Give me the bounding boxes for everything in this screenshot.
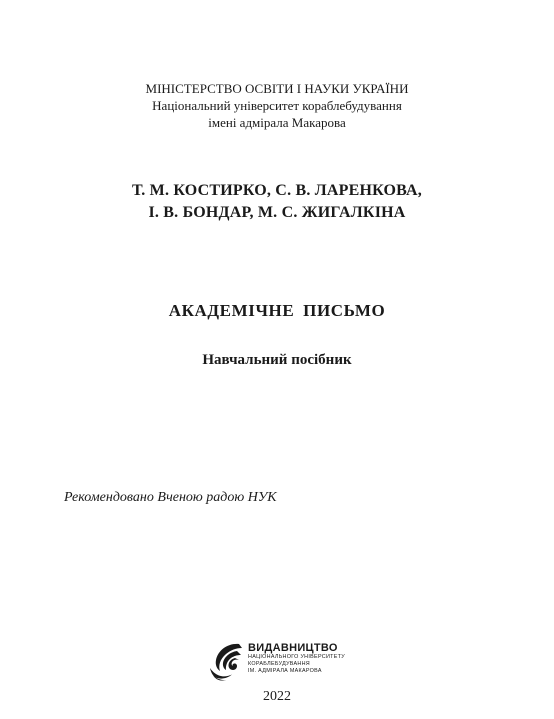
publisher-name	[248, 642, 345, 675]
university-full-name: імені адмірала Макарова	[208, 115, 346, 130]
book-title: АКАДЕМІЧНЕ ПИСЬМО	[168, 301, 386, 320]
publisher-line-1: ВИДАВНИЦТВО	[248, 642, 338, 654]
publisher-line-4: ІМ. АДМІРАЛА МАКАРОВА	[248, 668, 322, 674]
ministry-name: МІНІСТЕРСТВО ОСВІТИ І НАУКИ УКРАЇНИ	[145, 81, 409, 96]
ministry-header	[0, 80, 554, 131]
publication-year: 2022	[263, 689, 291, 704]
recommendation-note: Рекомендовано Вченою радою НУК	[64, 490, 277, 505]
authors-line-1: Т. М. КОСТИРКО, С. В. ЛАРЕНКОВА,	[132, 182, 422, 199]
publisher-imprint	[206, 638, 356, 686]
publisher-wave-logo-icon	[206, 638, 246, 682]
authors-line-2: І. В. БОНДАР, М. С. ЖИГАЛКІНА	[148, 204, 406, 221]
publisher-line-2: НАЦІОНАЛЬНОГО УНІВЕРСИТЕТУ	[248, 654, 345, 660]
authors	[0, 180, 554, 224]
publisher-line-3: КОРАБЛЕБУДУВАННЯ	[248, 661, 310, 667]
book-subtitle: Навчальний посібник	[202, 352, 352, 368]
university-name: Національний університет кораблебудування	[152, 98, 402, 113]
